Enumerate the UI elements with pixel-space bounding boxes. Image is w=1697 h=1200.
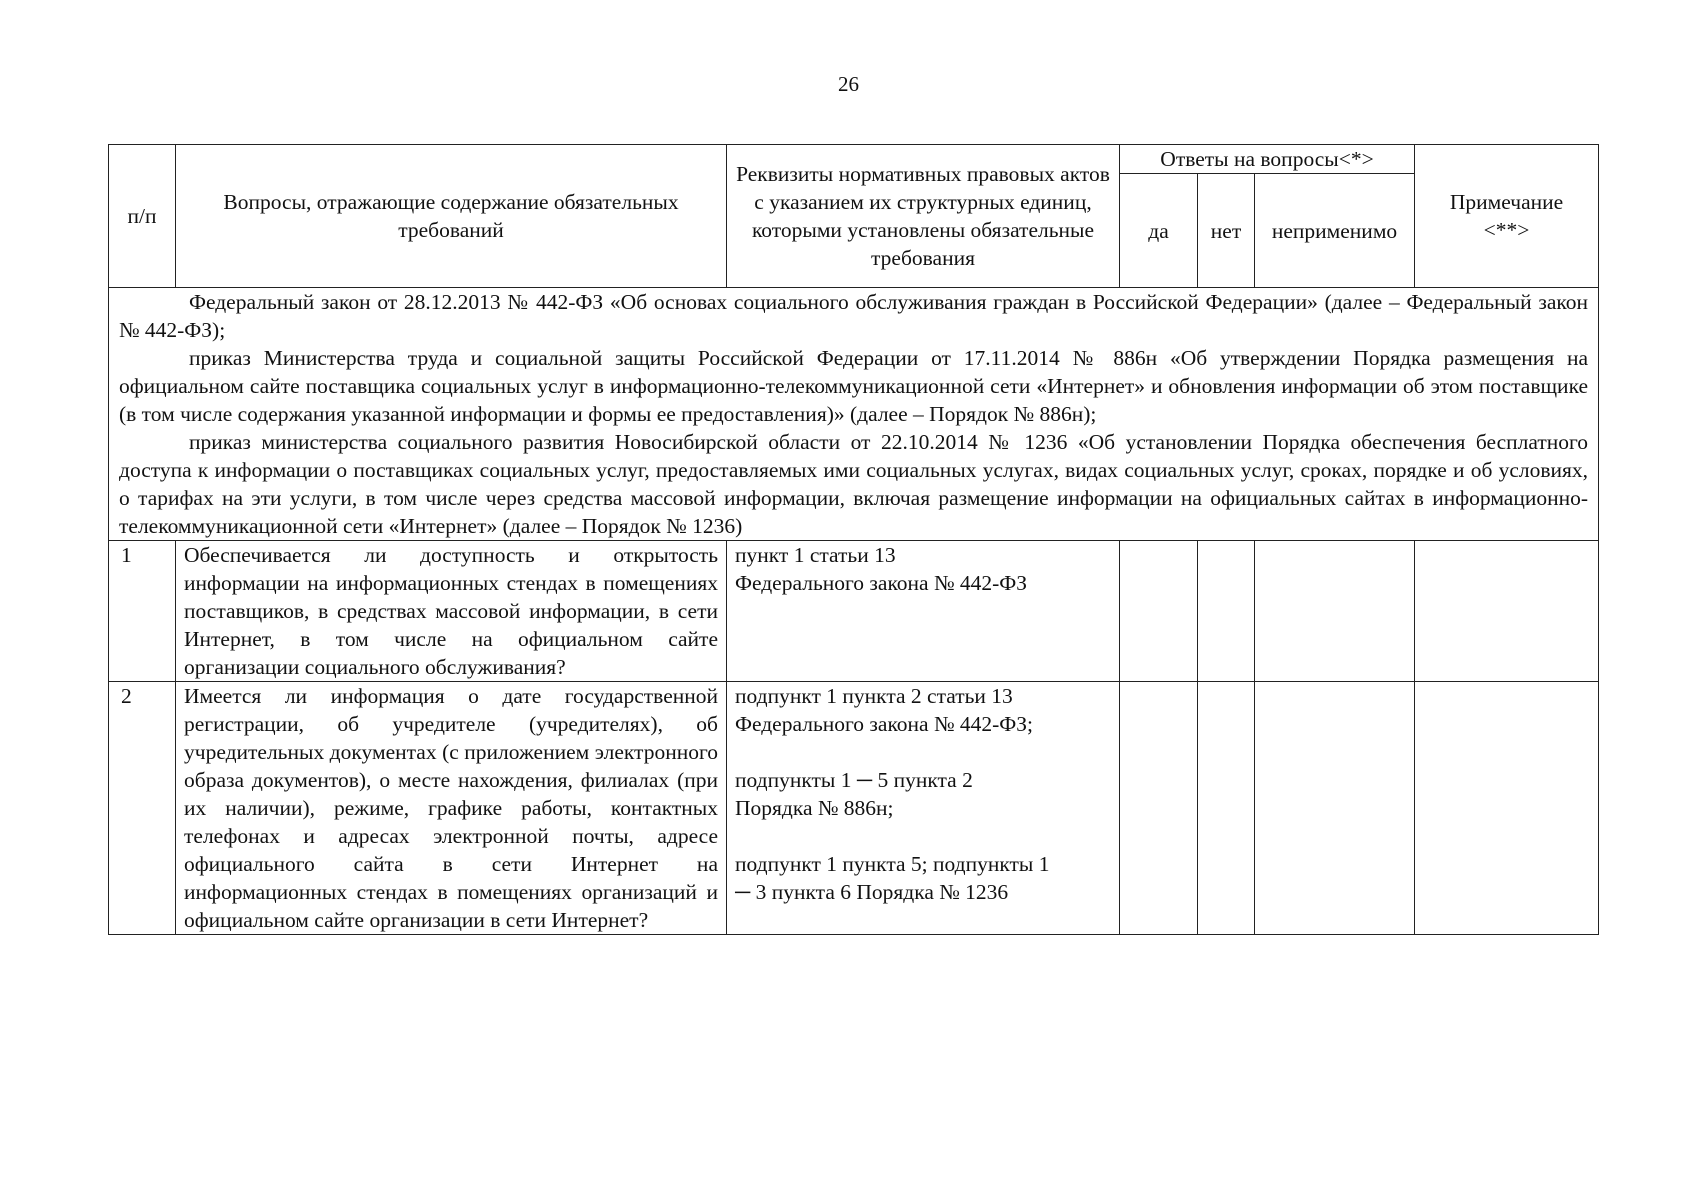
answer-na-cell[interactable] xyxy=(1255,541,1415,682)
page-number: 26 xyxy=(838,72,859,96)
note-cell[interactable] xyxy=(1415,541,1599,682)
answer-yes-cell[interactable] xyxy=(1120,682,1198,935)
header-questions: Вопросы, отражающие содержание обязательных требований xyxy=(176,145,727,288)
requisite-line: Федерального закона № 442-ФЗ xyxy=(735,571,1028,595)
table-row xyxy=(109,682,1599,935)
table-header-row xyxy=(109,145,1599,174)
header-no: нет xyxy=(1198,174,1255,288)
intro-paragraph-order-1236: приказ министерства социального развития Новосибирской области от 22.10.2014 № 1236 «Об установлении Порядка обеспечения бесплатного доступа к информации о поставщиках социальных услуг, предоставляемых ими социальных услугах, видах социальных услуг, сроках, порядке и об условиях, о тарифах на эти услуги, в том числе через средства массовой информации, включая размещение информации на официальных сайтах в информационно-телекоммуникационной сети «Интернет» (далее – Порядок № 1236) xyxy=(119,430,1589,538)
requisite-line: подпункты 1 ─ 5 пункта 2 xyxy=(735,768,973,792)
row-question: Имеется ли информация о дате государственной регистрации, об учредителе (учредителях), об учредительных документах (с приложением электронного образа документов), о месте нахождения, филиалах (при их наличии), режиме, графике работы, контактных телефонах и адресах электронной почты, адресе официального сайта в сети Интернет на информационных стендах в помещениях организаций и официальном сайте организации в сети Интернет? xyxy=(176,682,727,935)
spacer xyxy=(735,738,1111,766)
requisite-line: подпункт 1 пункта 5; подпункты 1 xyxy=(735,852,1050,876)
requisite-line: Порядка № 886н; xyxy=(735,796,894,820)
header-na: неприменимо xyxy=(1255,174,1415,288)
answer-no-cell[interactable] xyxy=(1198,541,1255,682)
intro-cell xyxy=(109,288,1599,541)
header-note-line1: Примечание xyxy=(1449,190,1564,214)
answer-no-cell[interactable] xyxy=(1198,682,1255,935)
header-note xyxy=(1415,145,1599,288)
requirements-table xyxy=(108,144,1599,935)
row-question: Обеспечивается ли доступность и открытость информации на информационных стендах в помещениях поставщиков, в средствах массовой информации, в сети Интернет, в том числе на официальном сайте организации социального обслуживания? xyxy=(176,541,727,682)
requisite-line: Федерального закона № 442-ФЗ; xyxy=(735,712,1033,736)
intro-paragraph-law-442: Федеральный закон от 28.12.2013 № 442-ФЗ «Об основах социального обслуживания граждан в Российской Федерации» (далее – Федеральный закон № 442-ФЗ); xyxy=(119,290,1589,342)
requisite-line: ─ 3 пункта 6 Порядка № 1236 xyxy=(735,880,1009,904)
answer-yes-cell[interactable] xyxy=(1120,541,1198,682)
answer-na-cell[interactable] xyxy=(1255,682,1415,935)
header-answers: Ответы на вопросы<*> xyxy=(1120,145,1415,174)
table-row xyxy=(109,541,1599,682)
row-number: 1 xyxy=(109,541,176,682)
requisite-line: пункт 1 статьи 13 xyxy=(735,543,896,567)
header-num: п/п xyxy=(109,145,176,288)
intro-paragraph-order-886n: приказ Министерства труда и социальной защиты Российской Федерации от 17.11.2014 № 886н «Об утверждении Порядка размещения на официальном сайте поставщика социальных услуг в информационно-телекоммуникационной сети «Интернет» и обновления информации об этом поставщике (в том числе содержания указанной информации и формы ее предоставления)» (далее – Порядок № 886н); xyxy=(119,346,1589,426)
row-number: 2 xyxy=(109,682,176,935)
header-note-line2: <**> xyxy=(1483,218,1530,242)
requisite-line: подпункт 1 пункта 2 статьи 13 xyxy=(735,684,1013,708)
row-requisites xyxy=(727,541,1120,682)
note-cell[interactable] xyxy=(1415,682,1599,935)
row-requisites xyxy=(727,682,1120,935)
intro-row xyxy=(109,288,1599,541)
header-yes: да xyxy=(1120,174,1198,288)
spacer xyxy=(735,822,1111,850)
header-requisites: Реквизиты нормативных правовых актов с указанием их структурных единиц, которыми установлены обязательные требования xyxy=(727,145,1120,288)
